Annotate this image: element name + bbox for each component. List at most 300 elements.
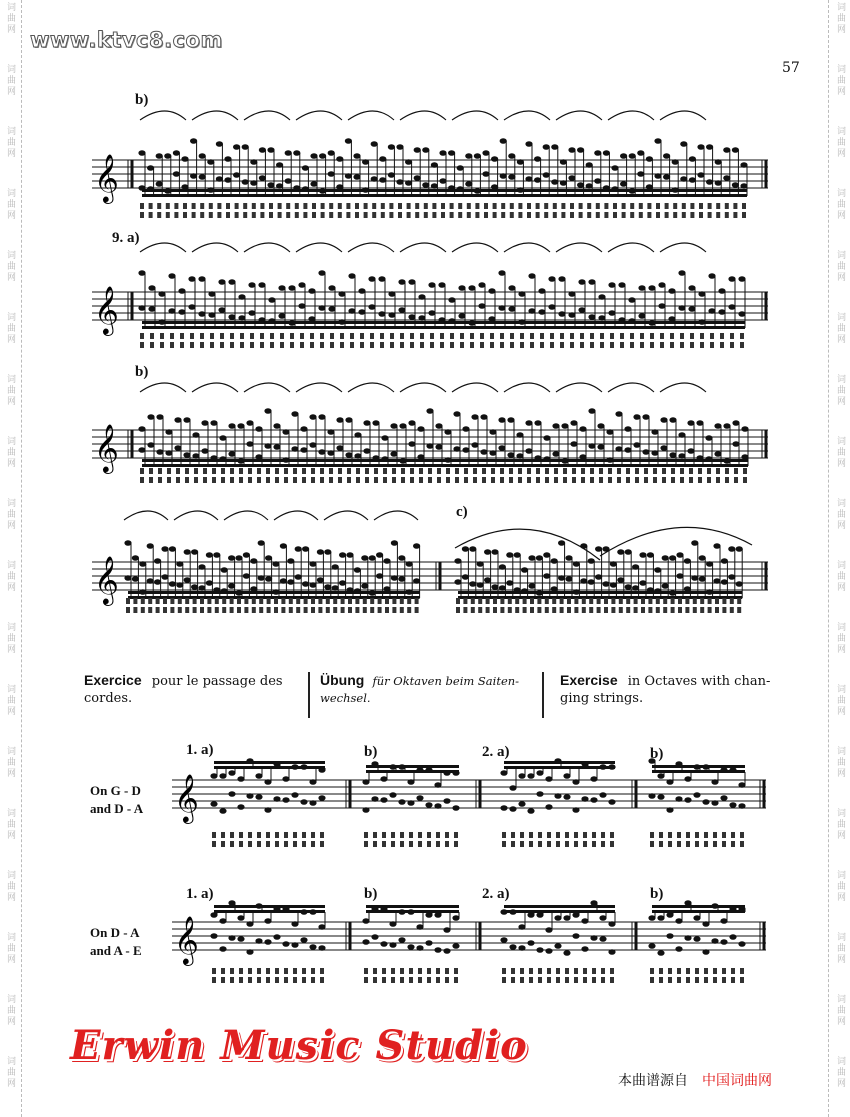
fingering-mark (400, 977, 404, 983)
note-head (407, 800, 414, 806)
note-head (246, 793, 253, 799)
side-watermark-text: 词曲网 (5, 498, 15, 531)
note-head (443, 948, 450, 954)
fingering-mark (500, 342, 504, 348)
fingering-mark (501, 212, 505, 218)
string-label-row2-line2: and A - E (90, 943, 142, 958)
fingering-mark (601, 968, 605, 974)
note-head (273, 796, 280, 802)
fingering-mark (410, 468, 414, 474)
fingering-mark (330, 342, 334, 348)
fingering-mark (302, 832, 306, 838)
fingering-mark (700, 342, 704, 348)
fingering-mark (190, 342, 194, 348)
fingering-mark (193, 598, 197, 604)
fingering-mark (656, 607, 660, 613)
fingering-mark (733, 212, 737, 218)
side-watermark-text: 词曲网 (5, 126, 15, 159)
fingering-mark (743, 468, 747, 474)
side-watermark-text: 词曲网 (835, 808, 845, 841)
note-head (425, 802, 432, 808)
fingering-mark (381, 212, 385, 218)
slur (660, 383, 706, 392)
note-head (389, 942, 396, 948)
fingering-mark (493, 607, 497, 613)
fingering-mark (296, 607, 300, 613)
fingering-mark (320, 977, 324, 983)
fingering-mark (574, 977, 578, 983)
slur (348, 383, 394, 392)
fingering-mark (166, 212, 170, 218)
exercise-fr-text2: cordes. (84, 691, 133, 706)
fingering-mark (364, 832, 368, 838)
fingering-mark (604, 598, 608, 604)
treble-clef: 𝄞 (94, 555, 119, 604)
fingering-mark (348, 607, 352, 613)
fingering-mark (239, 841, 243, 847)
fingering-mark (217, 212, 221, 218)
fingering-mark (320, 968, 324, 974)
fingering-mark (560, 342, 564, 348)
fingering-mark (740, 968, 744, 974)
fingering-mark (230, 468, 234, 474)
fingering-mark (392, 477, 396, 483)
fingering-mark (260, 212, 264, 218)
note-head (407, 944, 414, 950)
beam (458, 591, 742, 594)
string-label-row2 (90, 924, 142, 960)
fingering-mark (500, 598, 504, 604)
fingering-mark (725, 468, 729, 474)
fingering-mark (338, 203, 342, 209)
fingering-mark (192, 203, 196, 209)
fingering-mark (663, 598, 667, 604)
fingering-mark (460, 342, 464, 348)
fingering-mark (355, 598, 359, 604)
fingering-mark (464, 468, 468, 474)
fingering-mark (350, 342, 354, 348)
treble-clef: 𝄞 (174, 773, 199, 822)
beam (214, 910, 325, 913)
fingering-mark (338, 468, 342, 474)
fingering-mark (266, 468, 270, 474)
fingering-mark (554, 477, 558, 483)
note-head (599, 936, 606, 942)
fingering-mark (212, 841, 216, 847)
side-watermark-text: 词曲网 (5, 994, 15, 1027)
fingering-mark (373, 841, 377, 847)
fingering-mark (445, 841, 449, 847)
fingering-mark (207, 598, 211, 604)
fingering-mark (610, 333, 614, 339)
fingering-mark (312, 203, 316, 209)
fingering-mark (552, 598, 556, 604)
fingering-mark (370, 598, 374, 604)
section-label-c: c) (456, 504, 468, 520)
beam (504, 910, 615, 913)
fingering-mark (547, 841, 551, 847)
fingering-mark (730, 598, 734, 604)
fingering-mark (537, 607, 541, 613)
fingering-mark (544, 203, 548, 209)
fingering-mark (257, 977, 261, 983)
fingering-mark (634, 598, 638, 604)
fingering-mark (648, 607, 652, 613)
fingering-mark (527, 212, 531, 218)
beam (366, 905, 459, 908)
fingering-mark (493, 203, 497, 209)
fingering-mark (370, 333, 374, 339)
fingering-mark (382, 968, 386, 974)
fingering-mark (392, 598, 396, 604)
fingering-mark (572, 468, 576, 474)
fingering-mark (440, 333, 444, 339)
fingering-mark (373, 968, 377, 974)
fingering-mark (520, 832, 524, 838)
fingering-mark (547, 832, 551, 838)
fingering-mark (450, 333, 454, 339)
fingering-mark (471, 598, 475, 604)
fingering-mark (248, 832, 252, 838)
fingering-mark (170, 333, 174, 339)
fingering-mark (407, 212, 411, 218)
fingering-mark (574, 841, 578, 847)
fingering-mark (589, 607, 593, 613)
fingering-mark (190, 333, 194, 339)
fingering-mark (592, 968, 596, 974)
fingering-mark (427, 841, 431, 847)
fingering-mark (221, 832, 225, 838)
fingering-mark (303, 203, 307, 209)
fingering-mark (538, 977, 542, 983)
fingering-mark (260, 333, 264, 339)
fingering-mark (355, 607, 359, 613)
fingering-mark (274, 598, 278, 604)
note-head (648, 793, 655, 799)
fingering-mark (239, 968, 243, 974)
note-head (398, 799, 405, 805)
fingering-mark (660, 333, 664, 339)
fingering-mark (427, 977, 431, 983)
exercise-de (320, 672, 530, 707)
side-watermark-text: 词曲网 (5, 2, 15, 35)
note-head (291, 792, 298, 798)
side-watermark-text: 词曲网 (5, 746, 15, 779)
fingering-mark (686, 968, 690, 974)
fingering-mark (640, 342, 644, 348)
beam (128, 591, 420, 594)
fingering-mark (340, 342, 344, 348)
fingering-mark (280, 342, 284, 348)
slur (192, 383, 238, 392)
fingering-mark (157, 212, 161, 218)
fingering-mark (248, 977, 252, 983)
fingering-mark (382, 977, 386, 983)
fingering-mark (707, 468, 711, 474)
fingering-mark (460, 333, 464, 339)
fingering-mark (454, 977, 458, 983)
note-head (684, 935, 691, 941)
note-head (693, 792, 700, 798)
fingering-mark (430, 342, 434, 348)
beam (366, 770, 459, 773)
fingering-mark (239, 977, 243, 983)
fingering-mark (333, 598, 337, 604)
note-head (398, 937, 405, 943)
fingering-mark (419, 477, 423, 483)
beam (504, 905, 615, 908)
fingering-mark (626, 468, 630, 474)
slur (608, 383, 654, 392)
fingering-mark (478, 607, 482, 613)
fingering-mark (511, 832, 515, 838)
fingering-mark (248, 968, 252, 974)
fingering-mark (364, 968, 368, 974)
fingering-mark (407, 203, 411, 209)
fingering-mark (592, 841, 596, 847)
fingering-mark (329, 212, 333, 218)
fingering-mark (390, 342, 394, 348)
fingering-mark (350, 333, 354, 339)
fingering-mark (579, 212, 583, 218)
beam (142, 194, 747, 197)
fingering-mark (378, 598, 382, 604)
fingering-mark (639, 212, 643, 218)
fingering-mark (445, 832, 449, 838)
fingering-mark (671, 607, 675, 613)
exercise-fr (84, 672, 304, 707)
fingering-mark (203, 468, 207, 474)
fingering-mark (382, 832, 386, 838)
fingering-mark (398, 212, 402, 218)
fingering-mark (266, 832, 270, 838)
fingering-mark (338, 212, 342, 218)
fingering-mark (734, 477, 738, 483)
fingering-mark (407, 598, 411, 604)
fingering-mark (141, 607, 145, 613)
slur (504, 383, 550, 392)
fingering-mark (320, 333, 324, 339)
fingering-mark (665, 212, 669, 218)
fingering-mark (226, 203, 230, 209)
fingering-mark (538, 841, 542, 847)
fingering-mark (647, 203, 651, 209)
fingering-mark (570, 203, 574, 209)
side-watermark-text: 词曲网 (835, 126, 845, 159)
fingering-mark (473, 468, 477, 474)
fingering-mark (722, 607, 726, 613)
fingering-mark (544, 212, 548, 218)
fingering-mark (565, 968, 569, 974)
fingering-mark (385, 598, 389, 604)
note-head (318, 795, 325, 801)
fingering-mark (493, 212, 497, 218)
fingering-mark (689, 468, 693, 474)
fingering-mark (613, 212, 617, 218)
note-head (228, 791, 235, 797)
slur (124, 511, 168, 520)
fingering-mark (610, 832, 614, 838)
fingering-mark (275, 968, 279, 974)
fingering-mark (639, 203, 643, 209)
fingering-mark (378, 607, 382, 613)
note-head (702, 799, 709, 805)
fingering-mark (686, 841, 690, 847)
fingering-mark (360, 342, 364, 348)
note-head (545, 948, 552, 954)
fingering-mark (704, 841, 708, 847)
fingering-mark (450, 342, 454, 348)
beam (214, 905, 325, 908)
fingering-mark (286, 203, 290, 209)
fingering-mark (400, 968, 404, 974)
fingering-mark (704, 832, 708, 838)
note-head (246, 949, 253, 955)
fingering-mark (547, 968, 551, 974)
side-watermark-text: 词曲网 (835, 374, 845, 407)
fingering-mark (221, 477, 225, 483)
fingering-mark (329, 468, 333, 474)
fingering-mark (626, 598, 630, 604)
fingering-mark (668, 832, 672, 838)
note-head (518, 801, 525, 807)
fingering-mark (601, 977, 605, 983)
fingering-mark (581, 468, 585, 474)
fingering-mark (163, 607, 167, 613)
fingering-mark (409, 832, 413, 838)
mark-row2-2b: b) (650, 886, 664, 902)
fingering-mark (743, 477, 747, 483)
fingering-mark (200, 607, 204, 613)
mark-row2-1a: 1. a) (186, 886, 214, 902)
fingering-mark (320, 342, 324, 348)
fingering-mark (478, 598, 482, 604)
fingering-mark (511, 977, 515, 983)
fingering-mark (156, 607, 160, 613)
fingering-mark (302, 477, 306, 483)
fingering-mark (610, 977, 614, 983)
fingering-mark (290, 342, 294, 348)
fingering-mark (641, 607, 645, 613)
fingering-mark (600, 333, 604, 339)
mark-row2-2a: 2. a) (482, 886, 510, 902)
fingering-mark (527, 203, 531, 209)
fingering-mark (722, 968, 726, 974)
fingering-mark (626, 477, 630, 483)
fingering-mark (230, 832, 234, 838)
beam (504, 766, 615, 769)
fingering-mark (302, 968, 306, 974)
fingering-mark (257, 968, 261, 974)
slur (140, 383, 186, 392)
fingering-mark (662, 468, 666, 474)
fingering-mark (556, 841, 560, 847)
fingering-mark (716, 468, 720, 474)
fingering-mark (471, 607, 475, 613)
fingering-mark (685, 607, 689, 613)
fingering-mark (527, 468, 531, 474)
fingering-mark (508, 598, 512, 604)
fingering-mark (374, 468, 378, 474)
fingering-mark (290, 333, 294, 339)
fingering-mark (364, 212, 368, 218)
fingering-mark (293, 468, 297, 474)
note-head (720, 795, 727, 801)
fingering-mark (221, 968, 225, 974)
note-head (452, 805, 459, 811)
string-label-row1-line1: On G - D (90, 783, 141, 798)
fingering-mark (565, 832, 569, 838)
fingering-mark (149, 212, 153, 218)
fingering-mark (463, 598, 467, 604)
fingering-mark (671, 477, 675, 483)
fingering-mark (677, 832, 681, 838)
fingering-mark (464, 477, 468, 483)
fingering-mark (463, 607, 467, 613)
fingering-mark (427, 968, 431, 974)
fingering-mark (321, 212, 325, 218)
fingering-mark (716, 212, 720, 218)
beam (504, 761, 615, 764)
note-head (389, 792, 396, 798)
beam (652, 770, 745, 773)
side-watermark-text: 词曲网 (835, 188, 845, 221)
fingering-mark (284, 477, 288, 483)
source-credit (618, 1070, 772, 1090)
fingering-mark (380, 333, 384, 339)
fingering-mark (511, 968, 515, 974)
fingering-mark (710, 333, 714, 339)
fingering-mark (693, 598, 697, 604)
note-head (675, 946, 682, 952)
fingering-mark (560, 333, 564, 339)
fingering-mark (400, 333, 404, 339)
side-watermark-text: 词曲网 (5, 250, 15, 283)
fingering-mark (596, 203, 600, 209)
fingering-mark (486, 598, 490, 604)
fingering-mark (235, 203, 239, 209)
slur (660, 111, 706, 120)
fingering-mark (356, 477, 360, 483)
fingering-mark (518, 203, 522, 209)
fingering-mark (680, 468, 684, 474)
fingering-mark (536, 212, 540, 218)
fingering-mark (740, 832, 744, 838)
fingering-mark (230, 598, 234, 604)
beam (652, 765, 745, 768)
fingering-mark (518, 468, 522, 474)
fingering-mark (304, 607, 308, 613)
fingering-mark (311, 607, 315, 613)
fingering-mark (622, 212, 626, 218)
fingering-mark (673, 203, 677, 209)
fingering-mark (730, 333, 734, 339)
fingering-mark (275, 832, 279, 838)
fingering-mark (656, 212, 660, 218)
fingering-mark (518, 477, 522, 483)
fingering-mark (716, 203, 720, 209)
fingering-mark (567, 598, 571, 604)
fingering-mark (587, 203, 591, 209)
fingering-mark (302, 841, 306, 847)
beam (142, 464, 748, 467)
fingering-mark (693, 607, 697, 613)
fingering-mark (580, 342, 584, 348)
mark-row1-1b: b) (364, 744, 378, 760)
note-head (309, 800, 316, 806)
fingering-mark (553, 203, 557, 209)
note-head (590, 797, 597, 803)
